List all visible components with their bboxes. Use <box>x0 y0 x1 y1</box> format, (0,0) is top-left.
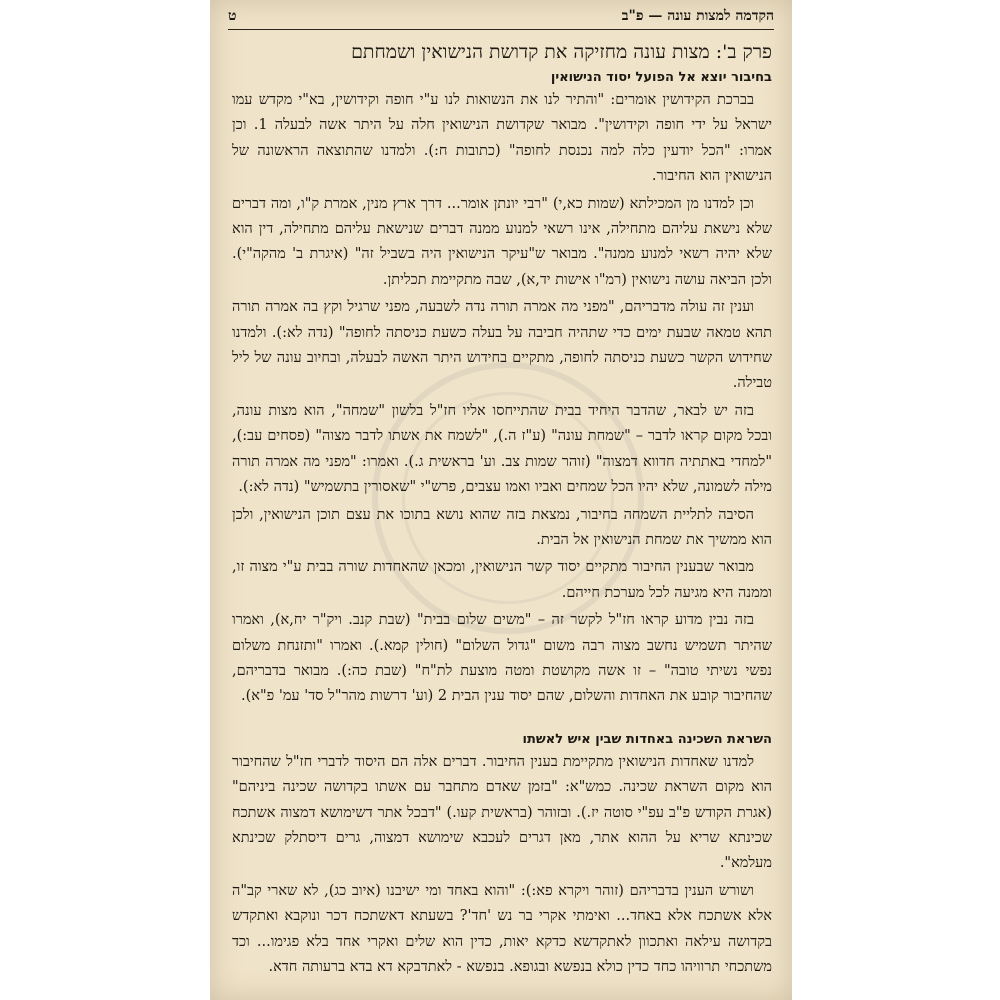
header-rule <box>228 29 774 30</box>
paragraph: בברכת הקידושין אומרים: "והתיר לנו את הנשואות לנו ע"י חופה וקידושין, בא"י מקדש עמו ישראל על ידי חופה וקידושין". מבואר שקדושת הנישואין חלה על היתר אשה לבעלה 1. וכן אמרו: "הכל יודעין כלה למה נכנסת לחופה" (כתובות ח:). ולמדנו שהתוצאה הראשונה של הנישואין הוא החיבור. <box>232 92 772 185</box>
chapter-title: פרק ב': מצות עונה מחזיקה את קדושת הנישואין ושמחתם <box>351 41 772 63</box>
paragraph: וענין זה עולה מדבריהם, "מפני מה אמרה תורה נדה לשבעה, מפני שרגיל וקץ בה אמרה תורה תהא טמאה שבעת ימים כדי שתהיה חביבה על בעלה כשעת כניסתה לחופה" (נדה לא:). ולמדנו שחידוש הקשר כשעת כניסתה לחופה, מתקיים בחידוש היתר האשה לבעלה, ובחיוב עונה של ליל טבילה. <box>232 299 772 392</box>
page-number: ט <box>228 7 237 24</box>
paragraph: בזה יש לבאר, שהדבר היחיד בבית שהתייחסו אליו חז"ל בלשון "שמחה", הוא מצות עונה, ובכל מקום קראו לדבר – "שמחת עונה" (ע"ז ה.), "לשמח את אשתו לדבר מצוה" (פסחים עב:), "למחדי באתתיה חדווא דמצוה" (זוהר שמות צב. וע' בראשית ג.). ואמרו: "מפני מה אמרה תורה מילה לשמונה, שלא יהיו הכל שמחים ואביו ואמו עצבים, פרש"י "שאסורין בתשמיש" (נדה לא:). <box>232 402 772 496</box>
section-1 <box>232 68 772 710</box>
paragraph: וכן למדנו מן המכילתא (שמות כא,י) "רבי יונתן אומר... דרך ארץ מנין, אמרת ק"ו, ומה דברים שלא נישאת עליהם מתחילה, אינו רשאי למנוע ממנה דברים שנישאת עליהם מתחילה, דין הוא שלא יהיה רשאי למנוע ממנה". מבואר ש"עיקר הנישואין היה בשביל זה" (איגרת ב' מהקה"י). ולכן הביאה עושה נישואין (רמ"ו אישות יד,א), שבה מתקיימת תכליתן. <box>232 195 772 288</box>
paragraph: מבואר שבענין החיבור מתקיים יסוד קשר הנישואין, ומכאן שהאחדות שורה בבית ע"י מצוה זו, וממנה היא מגיעה לכל מערכת חייהם. <box>232 559 772 601</box>
paragraph: למדנו שאחדות הנישואין מתקיימת בענין החיבור. דברים אלה הם היסוד לדברי חז"ל שהחיבור הוא מקום השראת שכינה. כמש"א: "בזמן שאדם מתחבר עם אשתו בקדושה שכינה ביניהם" (אגרת הקודש פ"ב עפ"י סוטה יז.). ובזוהר (בראשית קעו.) "דבכל אתר דשימושא דמצוה אשתכח שכינתא שריא על ההוא אתר, מאן דגרים לעכבא שימושא דמצוה, גרים דיסתלק שכינתא מעלמא". <box>232 753 772 872</box>
running-head <box>228 4 774 28</box>
page-content <box>232 40 772 982</box>
section-heading: בחיבור יוצא אל הפועל יסוד הנישואין <box>550 70 772 85</box>
section-gap <box>232 712 772 728</box>
running-title: הקדמה למצות עונה — פ"ב <box>621 7 774 24</box>
paragraph: הסיבה לתליית השמחה בחיבור, נמצאת בזה שהוא נושא בתוכו את עצם תוכן הנישואין, ולכן הוא ממשיך את שמחת הנישואין אל הבית. <box>232 506 772 548</box>
paragraph: ושורש הענין בדבריהם (זוהר ויקרא פא:): "והוא באחד ומי ישיבנו (איוב כג), לא שארי קב"ה אלא אשתכח אלא באחד... ואימתי אקרי בר נש 'חד'? בשעתא דאשתכח דכר ונוקבא ואתקדש בקדושה עילאה ואתכוון לאתקדשא כדקא יאות, כדין הוא שלים ואקרי אחד בלא פגימו... וכד משתכחי תרוויהו כחד כדין כולא בנפשא ובגופא. בנפשא - לאתדבקא דא בדא ברעותה חדא. <box>232 882 772 975</box>
book-page <box>210 0 792 1000</box>
section-2 <box>232 730 772 981</box>
section-heading: השראת השכינה באחדות שבין איש לאשתו <box>522 731 772 747</box>
paragraph: בזה נבין מדוע קראו חז"ל לקשר זה – "משים שלום בבית" (שבת קנב. ויק"ר יח,א), ואמרו שהיתר תשמיש נחשב מצוה רבה משום "גדול השלום" (חולין קמא.). ואמרו "ותזנחת משלום נפשי נשיתי טובה" – זו אשה מקושטת ומטה מוצעת לת"ח" (שבת כה:). מבואר בדבריהם, שהחיבור קובע את האחדות והשלום, שהם יסוד ענין הבית 2 (וע' דרשות מהר"ל סד' עמ' פ"א). <box>232 612 772 705</box>
